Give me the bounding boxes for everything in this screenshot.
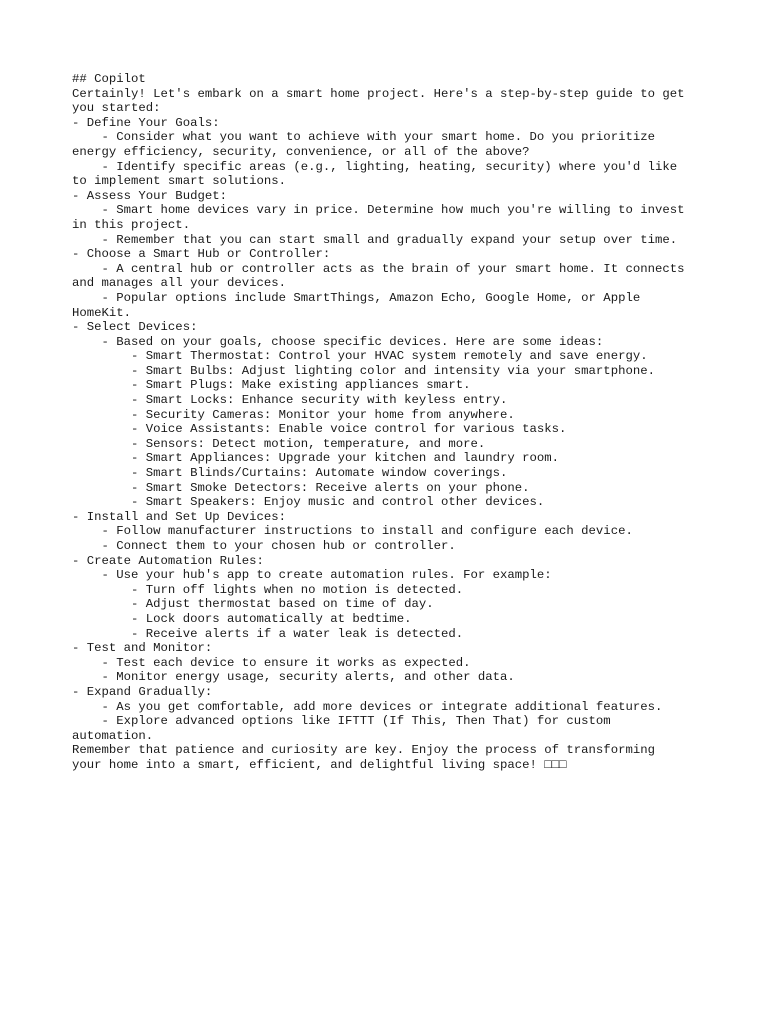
- document-line: - Consider what you want to achieve with your smart home. Do you prioritize: [72, 130, 655, 145]
- document-line: - A central hub or controller acts as the brain of your smart home. It connects: [72, 261, 685, 276]
- document-line: - Expand Gradually:: [72, 684, 213, 699]
- document-line: - Identify specific areas (e.g., lighting, heating, security) where you'd like: [72, 159, 678, 174]
- document-line: - Smart Plugs: Make existing appliances smart.: [72, 378, 471, 393]
- document-line: - Test and Monitor:: [72, 641, 213, 656]
- document-line: - Smart Blinds/Curtains: Automate window coverings.: [72, 466, 508, 481]
- document-line: - Follow manufacturer instructions to install and configure each device.: [72, 524, 633, 539]
- document-line: automation.: [72, 728, 154, 743]
- document-line: - Smart Appliances: Upgrade your kitchen and laundry room.: [72, 451, 560, 466]
- document-line: - Security Cameras: Monitor your home from anywhere.: [72, 407, 515, 422]
- document-line: - Create Automation Rules:: [72, 553, 264, 568]
- document-line: - Connect them to your chosen hub or controller.: [72, 539, 456, 553]
- document-line: you started:: [72, 101, 161, 116]
- document-line: - Define Your Goals:: [72, 115, 220, 130]
- document-line: to implement smart solutions.: [72, 174, 287, 189]
- document-line: - Use your hub's app to create automation rules. For example:: [72, 568, 552, 583]
- document-line: - Smart Bulbs: Adjust lighting color and intensity via your smartphone.: [72, 363, 655, 378]
- document-line: - Sensors: Detect motion, temperature, and more.: [72, 436, 486, 451]
- document-line: - Adjust thermostat based on time of day.: [72, 597, 434, 612]
- document-line: - Smart Thermostat: Control your HVAC system remotely and save energy.: [72, 349, 648, 364]
- document-line: Remember that patience and curiosity are key. Enjoy the process of transforming: [72, 743, 655, 758]
- document-body: [72, 72, 702, 773]
- document-line: - Lock doors automatically at bedtime.: [72, 611, 412, 626]
- document-line: your home into a smart, efficient, and delightful living space! □□□: [72, 757, 567, 772]
- document-line: - Choose a Smart Hub or Controller:: [72, 247, 331, 262]
- document-line: - Remember that you can start small and gradually expand your setup over time.: [72, 232, 678, 247]
- document-line: - As you get comfortable, add more devices or integrate additional features.: [72, 699, 663, 714]
- document-line: - Smart Speakers: Enjoy music and control other devices.: [72, 495, 545, 510]
- document-line: in this project.: [72, 217, 191, 232]
- document-line: - Install and Set Up Devices:: [72, 509, 287, 524]
- document-line: - Assess Your Budget:: [72, 188, 227, 203]
- document-line: - Based on your goals, choose specific devices. Here are some ideas:: [72, 334, 604, 349]
- document-line: HomeKit.: [72, 305, 132, 320]
- document-line: - Smart Locks: Enhance security with keyless entry.: [72, 393, 508, 408]
- document-line: - Voice Assistants: Enable voice control for various tasks.: [72, 422, 567, 437]
- document-line: and manages all your devices.: [72, 276, 287, 291]
- document-line: Certainly! Let's embark on a smart home project. Here's a step-by-step guide to get: [72, 86, 685, 101]
- document-line: - Smart Smoke Detectors: Receive alerts on your phone.: [72, 480, 530, 495]
- document-line: - Popular options include SmartThings, Amazon Echo, Google Home, or Apple: [72, 290, 641, 305]
- document-heading: ## Copilot: [72, 72, 146, 86]
- document-line: - Turn off lights when no motion is detected.: [72, 582, 464, 597]
- document-line: - Smart home devices vary in price. Determine how much you're willing to invest: [72, 203, 685, 218]
- document-line: - Receive alerts if a water leak is detected.: [72, 626, 464, 641]
- document-line: energy efficiency, security, convenience, or all of the above?: [72, 144, 530, 159]
- document-line: - Explore advanced options like IFTTT (If This, Then That) for custom: [72, 714, 611, 729]
- document-line: - Monitor energy usage, security alerts, and other data.: [72, 670, 515, 685]
- document-line: - Select Devices:: [72, 320, 198, 335]
- document-line: - Test each device to ensure it works as expected.: [72, 655, 471, 670]
